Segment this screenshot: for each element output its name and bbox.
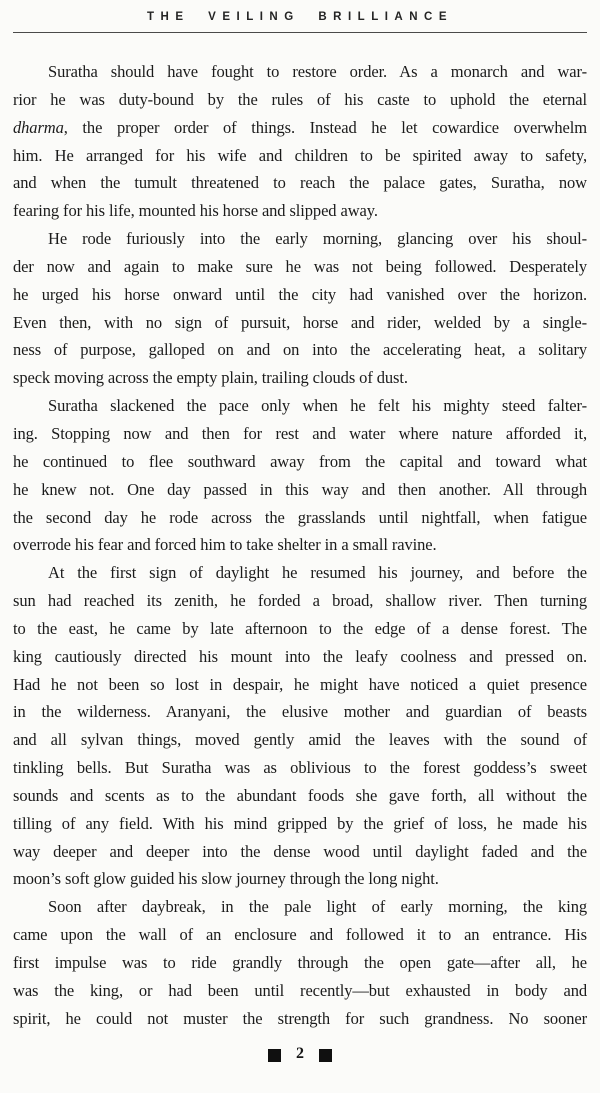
text-line: king cautiously directed his mount into the leafy coolness and pressed on. — [13, 646, 587, 666]
text-line: Suratha should have fought to restore order. As a monarch and war- — [48, 62, 587, 81]
text-line: he urged his horse onward until the city had vanished over the horizon. — [13, 284, 587, 304]
paragraph — [13, 559, 587, 893]
text-line: and all sylvan things, moved gently amid the leaves with the sound of — [13, 730, 587, 750]
text-line: him. He arranged for his wife and children to be spirited away to safety, — [13, 145, 587, 165]
text-line: Even then, with no sign of pursuit, horse and rider, welded by a single- — [13, 312, 587, 332]
text-line: ing. Stopping now and then for rest and water where nature afforded it, — [13, 423, 587, 443]
header-rule-divider — [13, 32, 587, 33]
text-line: was the king, or had been until recently—but exhausted in body and — [13, 980, 587, 1000]
paragraph — [13, 225, 587, 392]
text-line: dharma, the proper order of things. Instead he let cowardice overwhelm — [13, 117, 587, 137]
text-line: to the east, he came by late afternoon to the edge of a dense forest. The — [13, 618, 587, 638]
body-text — [13, 58, 587, 1033]
page-ornament-left-icon — [268, 1049, 281, 1062]
text-line: He rode furiously into the early morning, glancing over his shoul- — [48, 229, 587, 249]
text-line: the second day he rode across the grasslands until nightfall, when fatigue — [13, 507, 587, 527]
page-footer — [0, 1046, 600, 1064]
text-line: tinkling bells. But Suratha was as oblivious to the forest goddess’s sweet — [13, 758, 587, 778]
text-line: he knew not. One day passed in this way and then another. All through — [13, 479, 587, 499]
text-line: Soon after daybreak, in the pale light of early morning, the king — [48, 897, 587, 917]
text-line: fearing for his life, mounted his horse and slipped away. — [13, 201, 378, 221]
text-line: At the first sign of daylight he resumed his journey, and before the — [48, 563, 587, 583]
text-line: sun had reached its zenith, he forded a broad, shallow river. Then turning — [13, 591, 587, 611]
paragraph — [13, 392, 587, 559]
page-number: 2 — [296, 1045, 304, 1062]
text-line: way deeper and deeper into the dense wood until daylight faded and the — [13, 841, 587, 861]
text-line: Suratha slackened the pace only when he felt his mighty steed falter- — [48, 396, 587, 416]
text-line: sounds and scents as to the abundant foods she gave forth, all without the — [13, 785, 587, 805]
text-line: first impulse was to ride grandly through the open gate—after all, he — [13, 953, 587, 972]
text-line: came upon the wall of an enclosure and followed it to an entrance. His — [13, 925, 587, 945]
page-header — [0, 0, 600, 33]
text-line: in the wilderness. Aranyani, the elusive mother and guardian of beasts — [13, 702, 587, 722]
text-line: Had he not been so lost in despair, he might have noticed a quiet presence — [13, 674, 587, 694]
page-ornament-right-icon — [319, 1049, 332, 1062]
text-line: and when the tumult threatened to reach the palace gates, Suratha, now — [13, 173, 587, 193]
text-line: tilling of any field. With his mind gripped by the grief of loss, he made his — [13, 813, 587, 833]
text-line: overrode his fear and forced him to take shelter in a small ravine. — [13, 535, 437, 555]
text-line: speck moving across the empty plain, trailing clouds of dust. — [13, 368, 408, 388]
text-line: ness of purpose, galloped on and on into the accelerating heat, a solitary — [13, 340, 587, 360]
text-line: moon’s soft glow guided his slow journey through the long night. — [13, 869, 439, 889]
paragraph — [13, 893, 587, 1032]
running-header-title: THE VEILING BRILLIANCE — [146, 11, 454, 23]
paragraph — [13, 58, 587, 225]
text-line: rior he was duty-bound by the rules of his caste to uphold the eternal — [13, 89, 587, 109]
text-line: der now and again to make sure he was not being followed. Desperately — [13, 256, 587, 276]
text-line: spirit, he could not muster the strength for such grandness. No sooner — [13, 1008, 587, 1028]
text-line: he continued to flee southward away from the capital and toward what — [13, 451, 587, 471]
